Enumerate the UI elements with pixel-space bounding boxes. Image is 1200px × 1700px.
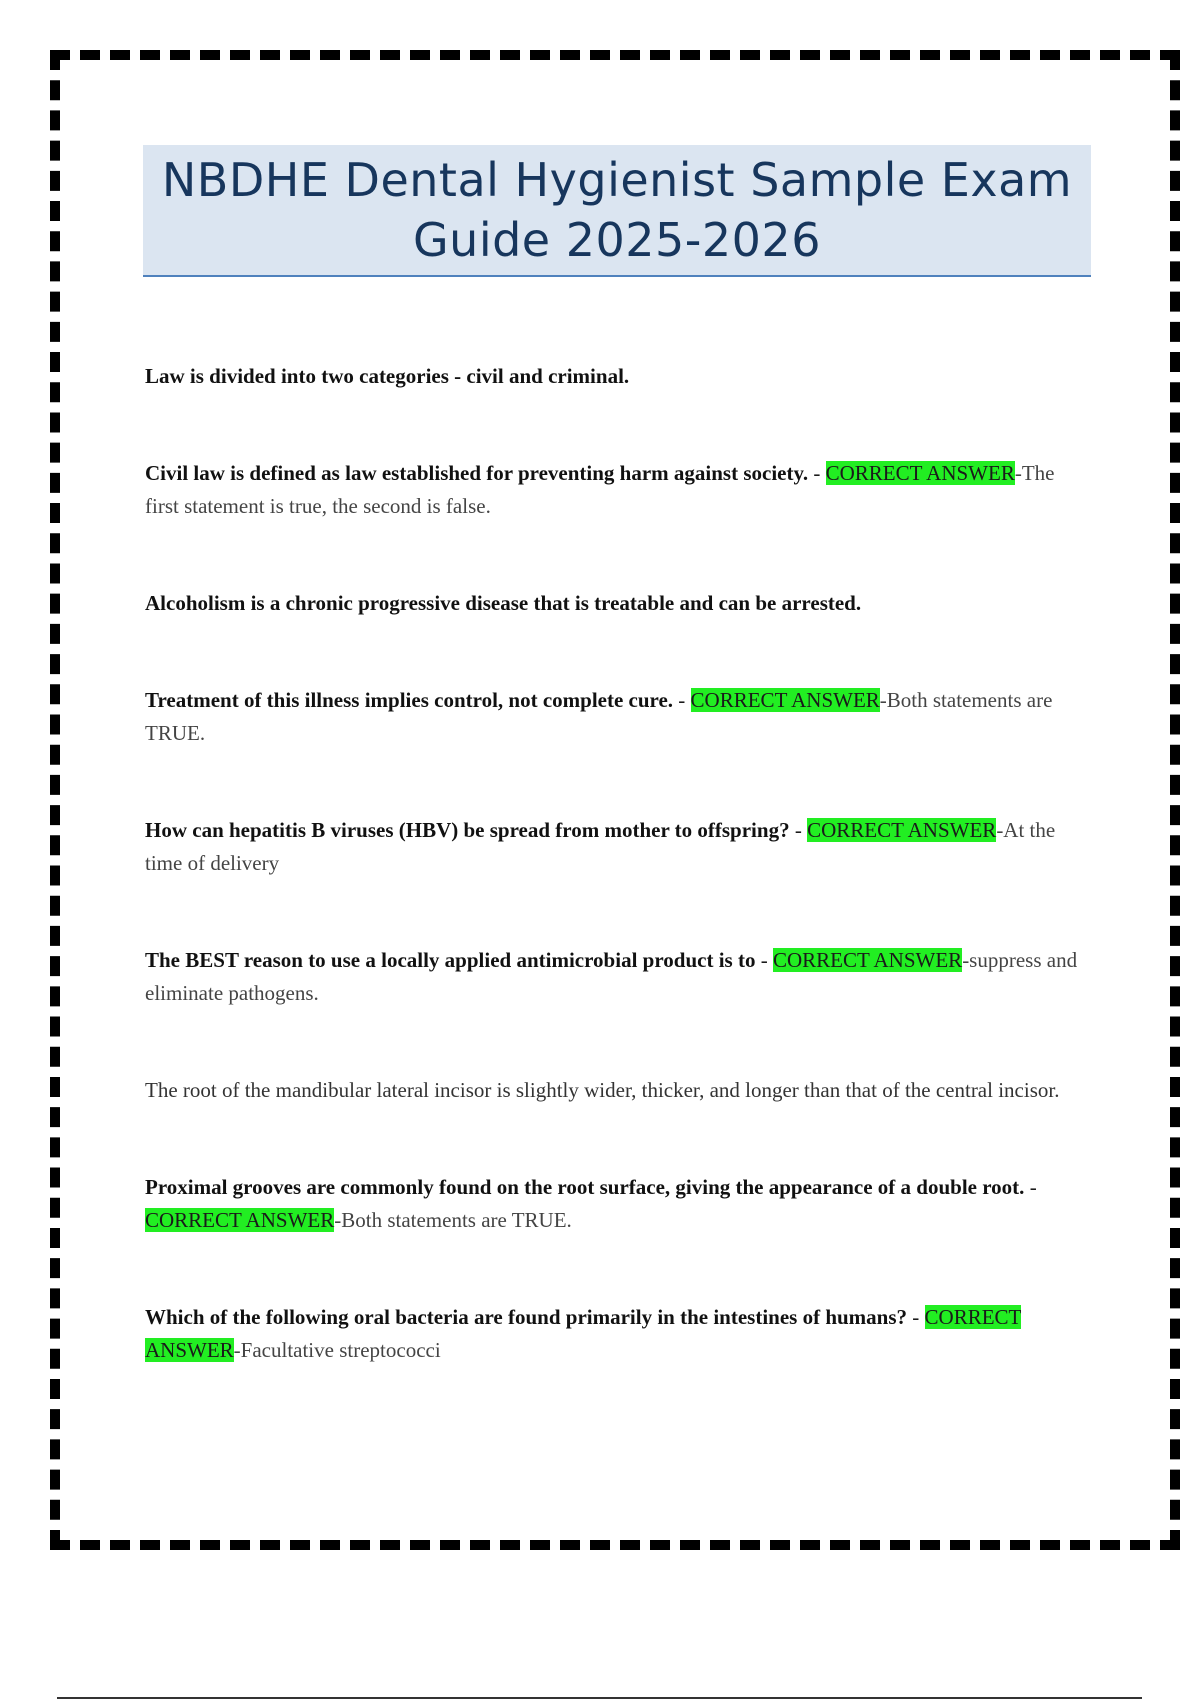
answer-text: -Facultative streptococci	[233, 1338, 441, 1362]
question-text: Proximal grooves are commonly found on the root surface, giving the appearance of a double root.	[145, 1175, 1025, 1199]
separator: -	[755, 948, 773, 972]
qa-item	[145, 1301, 1090, 1367]
qa-item	[145, 684, 1090, 750]
question-text: Alcoholism is a chronic progressive disease that is treatable and can be arrested.	[145, 591, 862, 615]
question-text: Law is divided into two categories - civil and criminal.	[145, 364, 630, 388]
qa-item	[145, 1074, 1090, 1107]
correct-answer-badge: CORRECT ANSWER	[825, 461, 1015, 485]
correct-answer-badge: CORRECT ANSWER	[772, 948, 963, 972]
answer-text: -At the time of delivery	[145, 818, 1056, 875]
separator: -	[789, 818, 808, 842]
title-line-1: NBDHE Dental Hygienist Sample Exam	[161, 153, 1073, 207]
qa-list	[145, 360, 1090, 1367]
separator: -	[1024, 1175, 1037, 1199]
question-text: Which of the following oral bacteria are found primarily in the intestines of humans?	[145, 1305, 908, 1329]
qa-item	[145, 457, 1090, 523]
answer-text: -Both statements are TRUE.	[334, 1208, 572, 1232]
correct-answer-badge: CORRECT ANSWER	[807, 818, 997, 842]
qa-item	[145, 814, 1090, 880]
qa-item	[145, 1171, 1090, 1237]
question-text: The BEST reason to use a locally applied antimicrobial product is to	[145, 948, 756, 972]
question-text: Treatment of this illness implies control, not complete cure.	[145, 688, 674, 712]
question-text: Civil law is defined as law established for preventing harm against society.	[145, 461, 809, 485]
answer-text: -Both statements are TRUE.	[145, 688, 1053, 745]
separator: -	[808, 461, 826, 485]
qa-item	[145, 944, 1090, 1010]
qa-item	[145, 587, 1090, 620]
answer-text: -suppress and eliminate pathogens.	[145, 948, 1078, 1005]
correct-answer-badge: CORRECT ANSWER	[145, 1305, 1022, 1362]
correct-answer-badge: CORRECT ANSWER	[690, 688, 880, 712]
separator: -	[907, 1305, 925, 1329]
answer-text: -The first statement is true, the second is false.	[145, 461, 1055, 518]
document-title	[162, 150, 1072, 270]
footer-divider	[57, 1697, 1142, 1699]
separator: -	[673, 688, 691, 712]
title-banner	[143, 145, 1091, 277]
statement-text: The root of the mandibular lateral incisor is slightly wider, thicker, and longer than that of the central incisor.	[145, 1078, 1060, 1102]
title-line-2: Guide 2025-2026	[413, 213, 821, 267]
qa-item	[145, 360, 1090, 393]
correct-answer-badge: CORRECT ANSWER	[145, 1208, 335, 1232]
question-text: How can hepatitis B viruses (HBV) be spread from mother to offspring?	[145, 818, 790, 842]
